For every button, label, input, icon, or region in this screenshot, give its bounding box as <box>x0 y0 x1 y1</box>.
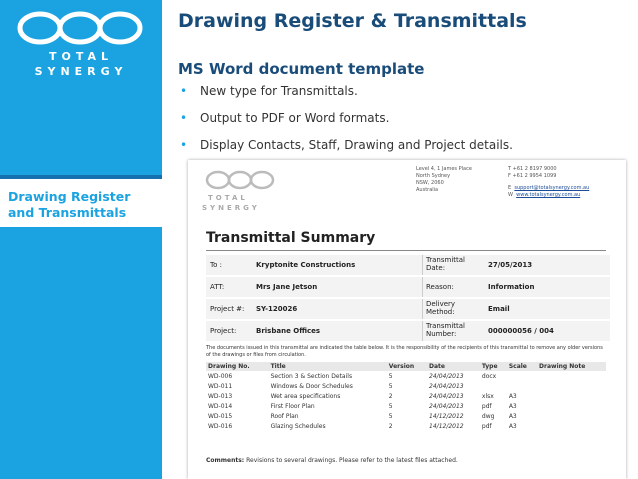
cell-title: First Floor Plan <box>270 402 315 410</box>
col-title: Title <box>269 362 387 371</box>
col-drawing-note: Drawing Note <box>537 362 606 371</box>
fax-line: F +61 2 9954 1099 <box>508 173 557 179</box>
comments-text: Revisions to several drawings. Please refer to the latest files attached. <box>246 457 458 464</box>
sidebar-lower-panel <box>0 227 162 479</box>
phone-line: T +61 2 8197 9000 <box>508 166 557 172</box>
project-no-value: SY-120026 <box>256 305 298 313</box>
cell-drawing-no: WD-006 <box>208 372 233 380</box>
cell-date: 14/12/2012 <box>429 412 464 420</box>
doc-phone <box>508 166 557 180</box>
cell-note <box>537 401 606 411</box>
project-value: Brisbane Offices <box>256 327 321 335</box>
cell-drawing-no: WD-014 <box>208 402 233 410</box>
cell-scale: A3 <box>508 422 517 430</box>
transmittal-no-value: 000000056 / 004 <box>488 327 554 335</box>
cell-scale: A3 <box>508 392 517 400</box>
email-prefix: E <box>508 185 512 191</box>
feature-text: New type for Transmittals. <box>200 84 358 98</box>
cell-type: dwg <box>481 412 495 420</box>
logo-text-total: TOTAL <box>48 50 114 63</box>
cell-type: docx <box>481 372 497 380</box>
cell-drawing-no: WD-015 <box>208 412 233 420</box>
sidebar-section-label: Drawing Register and Transmittals <box>8 189 131 220</box>
page-title: Drawing Register & Transmittals <box>178 10 527 32</box>
transmittal-info <box>206 255 610 343</box>
address-line: NSW, 2060 <box>416 180 444 186</box>
doc-comments <box>206 457 606 464</box>
doc-address <box>416 166 472 194</box>
cell-scale <box>507 371 537 381</box>
delivery-value: Email <box>488 305 510 313</box>
logo-text-synergy: SYNERGY <box>34 65 128 78</box>
cell-version: 5 <box>388 382 393 390</box>
cell-date: 24/04/2013 <box>429 392 464 400</box>
email-link[interactable]: support@totalsynergy.com.au <box>514 185 590 191</box>
table-row <box>206 401 606 411</box>
feature-item <box>178 136 513 163</box>
cell-type: pdf <box>481 422 492 430</box>
delivery-label: Delivery Method: <box>426 300 456 316</box>
cell-version: 2 <box>388 422 393 430</box>
feature-text: Output to PDF or Word formats. <box>200 111 390 125</box>
feature-list <box>178 82 513 163</box>
cell-type: xlsx <box>481 392 494 400</box>
table-row <box>206 371 606 381</box>
cell-scale: A3 <box>508 412 517 420</box>
cell-title: Wet area specifications <box>270 392 341 400</box>
cell-type <box>480 381 507 391</box>
feature-item <box>178 109 513 136</box>
address-line: North Sydney <box>416 173 451 179</box>
project-label: Project: <box>210 327 237 335</box>
web-link[interactable]: www.totalsynergy.com.au <box>516 192 581 198</box>
feature-text: Display Contacts, Staff, Drawing and Project details. <box>200 138 513 152</box>
sidebar-section <box>0 179 162 227</box>
doc-logo-text-synergy: SYNERGY <box>202 204 260 212</box>
table-row <box>206 421 606 431</box>
page-subtitle: MS Word document template <box>178 60 425 78</box>
doc-note: The documents issued in this transmittal are indicated the table below. It is the responsibility of the recipients of this transmittal to remove any older versions of the drawings or files from circulation. <box>206 345 603 358</box>
feature-item <box>178 82 513 109</box>
cell-title: Glazing Schedules <box>270 422 326 430</box>
col-version: Version <box>387 362 427 371</box>
transmittal-document-preview <box>188 160 626 479</box>
address-line: Level 4, 1 James Place <box>416 166 472 172</box>
transmittal-no-label: Transmittal Number: <box>426 322 465 338</box>
sidebar <box>0 0 162 479</box>
comments-label: Comments: <box>206 457 245 464</box>
to-label: To : <box>210 261 222 269</box>
info-separator <box>422 255 423 275</box>
doc-contact <box>508 185 589 199</box>
col-type: Type <box>480 362 507 371</box>
col-date: Date <box>427 362 480 371</box>
cell-note <box>537 421 606 431</box>
reason-label: Reason: <box>426 283 454 291</box>
to-value: Kryptonite Constructions <box>256 261 356 269</box>
table-row <box>206 411 606 421</box>
info-separator <box>422 277 423 297</box>
cell-version: 5 <box>388 372 393 380</box>
cell-version: 2 <box>388 392 393 400</box>
cell-title: Section 3 & Section Details <box>270 372 353 380</box>
project-no-label: Project #: <box>210 305 245 313</box>
cell-note <box>537 411 606 421</box>
cell-date: 24/04/2013 <box>429 382 464 390</box>
table-row <box>206 391 606 401</box>
date-value: 27/05/2013 <box>488 261 533 269</box>
bullet-icon: • <box>180 84 188 98</box>
cell-note <box>537 371 606 381</box>
info-row-project <box>206 321 610 341</box>
cell-date: 24/04/2013 <box>429 372 464 380</box>
reason-value: Information <box>488 283 535 291</box>
info-separator <box>422 321 423 341</box>
drawing-register-table <box>206 362 606 431</box>
info-separator <box>422 299 423 319</box>
table-row <box>206 381 606 391</box>
doc-heading-divider <box>206 250 606 251</box>
cell-note <box>537 391 606 401</box>
bullet-icon: • <box>180 138 188 152</box>
cell-note <box>537 381 606 391</box>
address-line: Australia <box>416 187 439 193</box>
cell-version: 5 <box>388 402 393 410</box>
cell-drawing-no: WD-016 <box>208 422 233 430</box>
cell-type: pdf <box>481 402 492 410</box>
doc-heading: Transmittal Summary <box>206 230 376 246</box>
col-scale: Scale <box>507 362 537 371</box>
cell-scale <box>507 381 537 391</box>
info-row-project-no <box>206 299 610 319</box>
col-drawing-no: Drawing No. <box>206 362 269 371</box>
bullet-icon: • <box>180 111 188 125</box>
cell-date: 14/12/2012 <box>429 422 464 430</box>
cell-drawing-no: WD-013 <box>208 392 233 400</box>
web-prefix: W <box>508 192 513 198</box>
cell-drawing-no: WD-011 <box>208 382 233 390</box>
cell-title: Windows & Door Schedules <box>270 382 353 390</box>
att-label: ATT: <box>210 283 225 291</box>
table-header-row <box>206 362 606 371</box>
att-value: Mrs Jane Jetson <box>256 283 318 291</box>
cell-title: Roof Plan <box>270 412 299 420</box>
brand-panel <box>0 0 162 175</box>
cell-version: 5 <box>388 412 393 420</box>
date-label: Transmittal Date: <box>426 256 465 272</box>
cell-date: 24/04/2013 <box>429 402 464 410</box>
info-row-att <box>206 277 610 297</box>
info-row-to <box>206 255 610 275</box>
cell-scale: A3 <box>508 402 517 410</box>
doc-logo-text-total: TOTAL <box>208 194 248 202</box>
